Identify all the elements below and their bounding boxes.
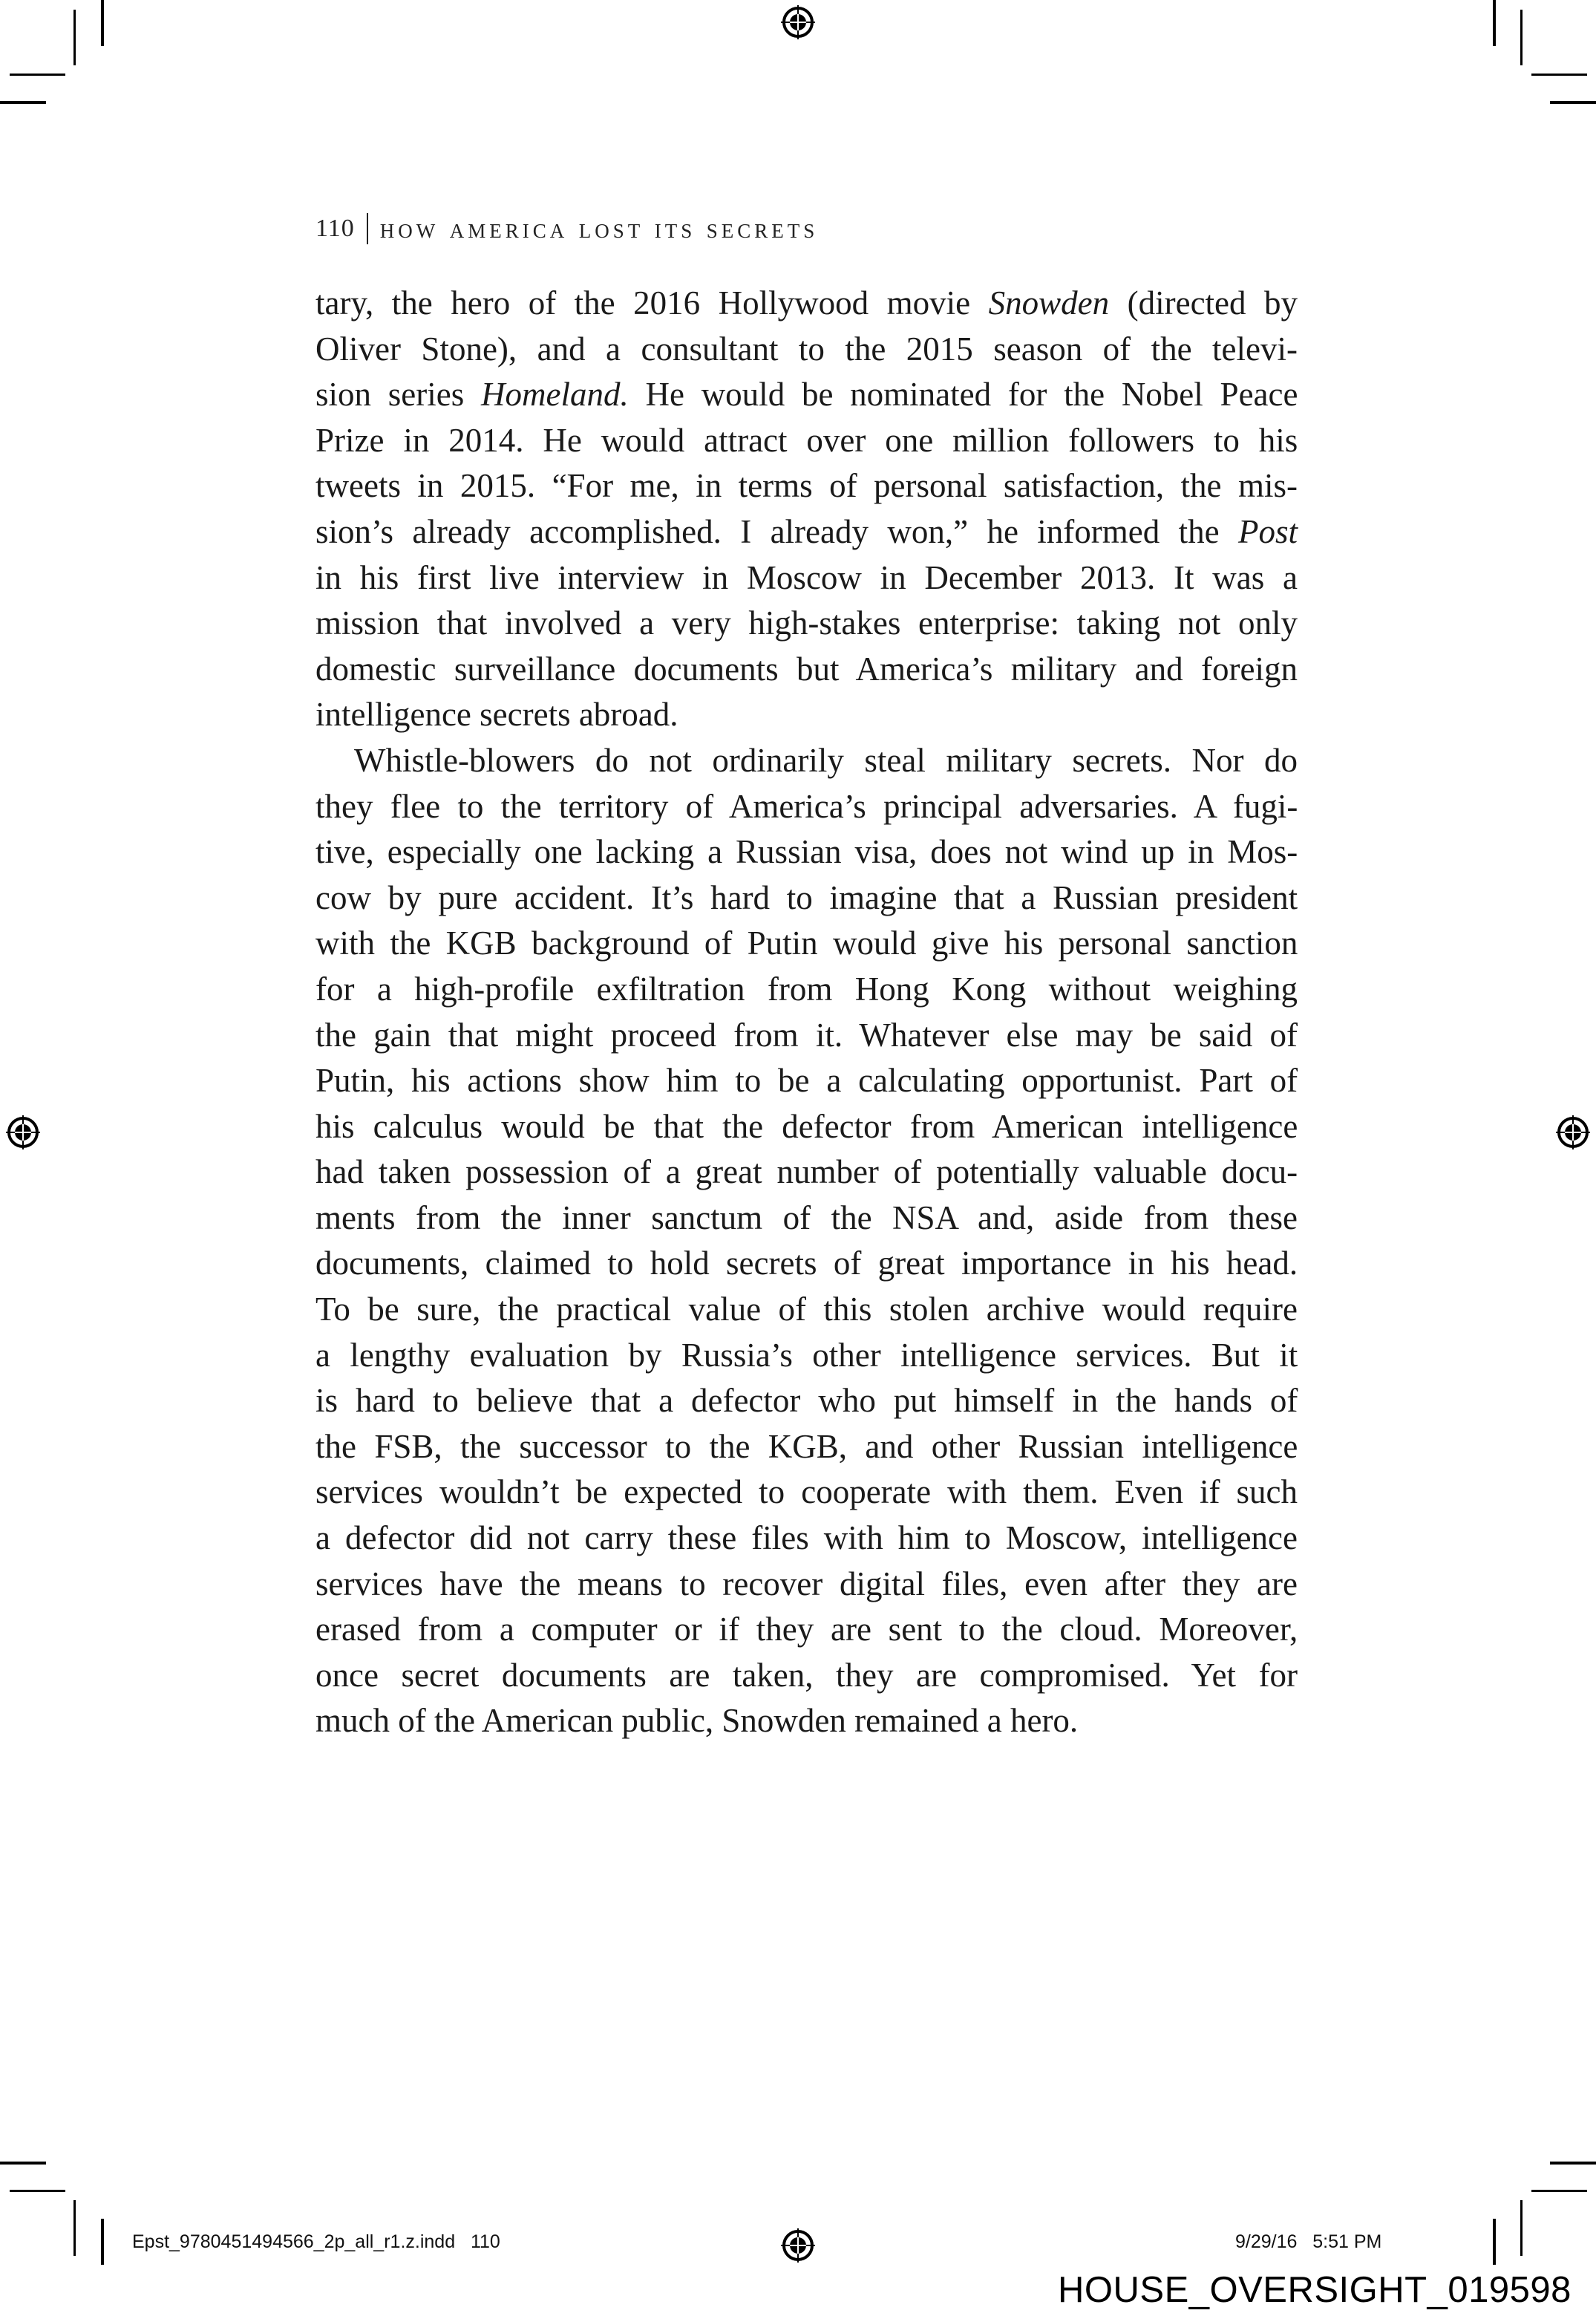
text-line [315, 601, 1298, 647]
text-segment: tary, the hero of the 2016 Hollywood movie [315, 284, 989, 322]
text-segment: sion’s already accomplished. I already won,” he informed the [315, 512, 1238, 550]
text-line [315, 1653, 1298, 1699]
registration-mark-right-icon [1556, 1115, 1590, 1149]
text-line [315, 418, 1298, 464]
text-line [315, 281, 1298, 327]
text-line [315, 921, 1298, 967]
slug-time: 5:51 PM [1312, 2231, 1382, 2252]
text-segment: in his first live interview in Moscow in December 2013. It was a [315, 558, 1298, 596]
text-line [315, 463, 1298, 509]
crop-mark-top-left-v1 [73, 10, 76, 65]
crop-mark-top-left-h1 [10, 74, 65, 76]
text-segment: the FSB, the successor to the KGB, and other Russian intelligence [315, 1427, 1298, 1465]
text-line [315, 1013, 1298, 1059]
text-segment: services have the means to recover digital files, even after they are [315, 1565, 1298, 1602]
crop-mark-bottom-right-v1 [1520, 2200, 1523, 2256]
slug-file-name: Epst_9780451494566_2p_all_r1.z.indd [132, 2231, 456, 2252]
crop-mark-bottom-right-h2 [1550, 2162, 1596, 2165]
text-segment: erased from a computer or if they are sent to the cloud. Moreover, [315, 1611, 1298, 1648]
text-line [315, 1241, 1298, 1287]
text-line [315, 829, 1298, 875]
text-segment: with the KGB background of Putin would give his personal sanction [315, 924, 1298, 962]
crop-mark-bottom-left-h1 [10, 2190, 65, 2192]
text-line [315, 1562, 1298, 1608]
text-segment: sion series [315, 376, 481, 414]
crop-mark-bottom-right-v2 [1493, 2219, 1496, 2265]
text-line [315, 875, 1298, 921]
slug-date: 9/29/16 [1235, 2231, 1298, 2252]
slug-file-info [132, 2231, 500, 2253]
text-line [315, 1516, 1298, 1562]
text-line [315, 1607, 1298, 1653]
running-head [315, 210, 818, 247]
crop-mark-bottom-left-v1 [73, 2200, 76, 2256]
text-line [315, 1058, 1298, 1104]
italic-title: Snowden [988, 284, 1110, 322]
text-line [315, 509, 1298, 555]
italic-title: Homeland. [480, 376, 629, 414]
text-line [315, 647, 1298, 693]
text-segment: much of the American public, Snowden remained a hero. [315, 1702, 1079, 1740]
body-text [315, 281, 1298, 1744]
text-segment: had taken possession of a great number of potentially valuable docu- [315, 1153, 1298, 1191]
crop-mark-bottom-left-v2 [101, 2219, 104, 2265]
registration-mark-bottom-icon [781, 2228, 815, 2263]
text-segment: a lengthy evaluation by Russia’s other intelligence services. But it [315, 1336, 1298, 1374]
text-segment: Whistle-blowers do not ordinarily steal military secrets. Nor do [354, 741, 1298, 779]
crop-mark-top-right-v2 [1493, 0, 1496, 46]
crop-mark-bottom-right-h1 [1531, 2190, 1587, 2192]
slug-file-page: 110 [470, 2231, 500, 2252]
text-segment: intelligence secrets abroad. [315, 696, 678, 734]
text-segment: He would be nominated for the Nobel Peace [628, 376, 1298, 414]
registration-mark-top-icon [781, 5, 815, 39]
running-head-divider [367, 213, 368, 244]
text-line [315, 1424, 1298, 1470]
text-line [315, 967, 1298, 1013]
text-segment: Prize in 2014. He would attract over one million followers to his [315, 421, 1298, 459]
text-segment: tive, especially one lacking a Russian visa, does not wind up in Mos- [315, 833, 1298, 871]
crop-mark-bottom-left-h2 [0, 2162, 46, 2165]
crop-mark-top-left-h2 [0, 101, 46, 104]
text-segment: documents, claimed to hold secrets of great importance in his head. [315, 1245, 1298, 1282]
text-segment: once secret documents are taken, they are compromised. Yet for [315, 1656, 1298, 1694]
text-line [315, 555, 1298, 601]
text-line [315, 327, 1298, 373]
text-segment: cow by pure accident. It’s hard to imagine that a Russian president [315, 878, 1298, 916]
crop-mark-top-right-h2 [1550, 101, 1596, 104]
text-line [315, 1195, 1298, 1242]
text-line [315, 784, 1298, 830]
text-segment: they flee to the territory of America’s principal adversaries. A fugi- [315, 787, 1298, 825]
text-segment: for a high-profile exfiltration from Hong Kong without weighing [315, 970, 1298, 1008]
text-line [315, 1698, 1298, 1744]
text-segment: services wouldn’t be expected to cooperate with them. Even if such [315, 1473, 1298, 1511]
text-line [315, 692, 1298, 738]
bates-number: HOUSE_OVERSIGHT_019598 [1058, 2270, 1572, 2310]
text-segment: his calculus would be that the defector from American intelligence [315, 1107, 1298, 1145]
text-segment: To be sure, the practical value of this stolen archive would require [315, 1291, 1298, 1328]
text-line [315, 1149, 1298, 1195]
text-segment: Oliver Stone), and a consultant to the 2015 season of the televi- [315, 330, 1298, 368]
text-line [315, 1378, 1298, 1424]
text-line [315, 1469, 1298, 1516]
page-number: 110 [315, 215, 355, 242]
text-line [315, 738, 1298, 784]
italic-title: Post [1237, 512, 1298, 550]
text-line [315, 1104, 1298, 1150]
text-segment: the gain that might proceed from it. Whatever else may be said of [315, 1016, 1298, 1054]
text-segment: tweets in 2015. “For me, in terms of personal satisfaction, the mis- [315, 467, 1298, 505]
text-segment: mission that involved a very high-stakes enterprise: taking not only [315, 604, 1298, 642]
registration-mark-left-icon [6, 1115, 40, 1149]
crop-mark-top-right-v1 [1520, 10, 1523, 65]
text-line [315, 372, 1298, 418]
crop-mark-top-right-h1 [1531, 74, 1587, 76]
book-title: how america lost its secrets [379, 213, 819, 244]
text-segment: domestic surveillance documents but America’s military and foreign [315, 650, 1298, 688]
text-line [315, 1333, 1298, 1379]
text-segment: is hard to believe that a defector who put himself in the hands of [315, 1382, 1298, 1420]
text-segment: a defector did not carry these files with him to Moscow, intelligence [315, 1519, 1298, 1557]
text-segment: ments from the inner sanctum of the NSA and, aside from these [315, 1198, 1298, 1236]
text-segment: Putin, his actions show him to be a calculating opportunist. Part of [315, 1062, 1298, 1100]
crop-mark-top-left-v2 [101, 0, 104, 46]
slug-timestamp [1235, 2231, 1381, 2253]
text-segment: (directed by [1109, 284, 1298, 322]
text-line [315, 1287, 1298, 1333]
